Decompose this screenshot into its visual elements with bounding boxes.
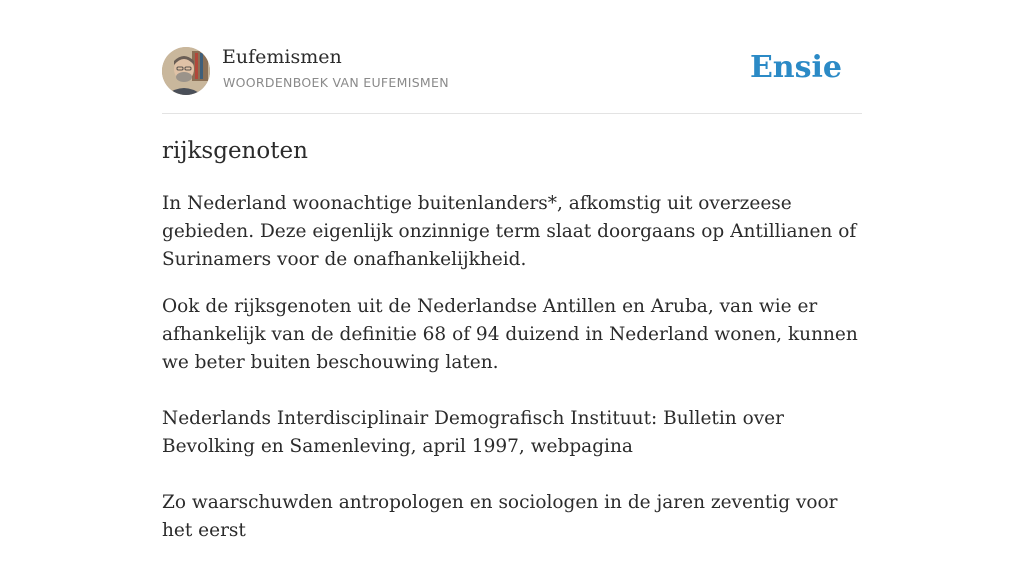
entry-body [162, 190, 862, 564]
author-portrait-icon [162, 47, 210, 95]
dictionary-subtitle[interactable]: WOORDENBOEK VAN EUFEMISMEN [223, 75, 449, 90]
site-header [162, 0, 862, 114]
brand-logo[interactable]: Ensie [749, 50, 842, 85]
avatar[interactable] [162, 47, 210, 95]
quote-paragraph: Zo waarschuwden antropologen en sociologen in de jaren zeventig voor het eerst [162, 492, 838, 541]
source-citation: Nederlands Interdisciplinair Demografisch Instituut: Bulletin over Bevolking en Samenleving, april 1997, webpagina [162, 408, 784, 457]
entry-title: rijksgenoten [162, 138, 308, 164]
quote-paragraph: Ook de rijksgenoten uit de Nederlandse Antillen en Aruba, van wie er afhankelijk van de definitie 68 of 94 duizend in Nederland wonen, kunnen we beter buiten beschouwing laten. [162, 296, 858, 373]
dictionary-name[interactable]: Eufemismen [222, 46, 342, 68]
definition-paragraph: In Nederland woonachtige buitenlanders*, afkomstig uit overzeese gebieden. Deze eigenlijk onzinnige term slaat doorgaans op Antillianen of Surinamers voor de onafhankelijkheid. [162, 193, 857, 270]
page [162, 0, 862, 541]
